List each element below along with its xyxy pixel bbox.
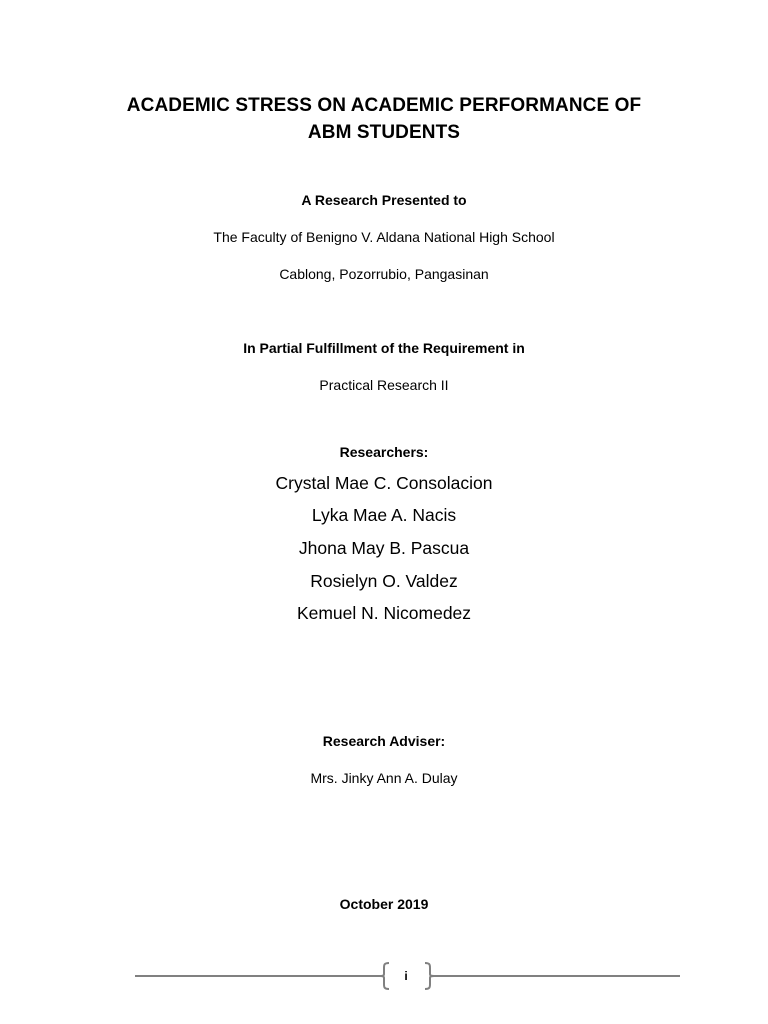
subject-line: Practical Research II [319,377,449,393]
fulfillment-heading: In Partial Fulfillment of the Requirement in [243,340,525,356]
researcher-name: Rosielyn O. Valdez [310,571,458,591]
location-line: Cablong, Pozorrubio, Pangasinan [279,266,489,282]
document-title [0,92,768,146]
footer-rule-left [135,975,382,977]
document-title-line-1: ACADEMIC STRESS ON ACADEMIC PERFORMANCE OF [126,95,642,116]
researcher-name: Jhona May B. Pascua [298,538,470,558]
page-number: i [404,969,408,983]
date-line: October 2019 [339,896,429,912]
adviser-heading: Research Adviser: [322,733,446,749]
presented-to-heading: A Research Presented to [301,192,467,208]
researcher-name: Crystal Mae C. Consolacion [275,473,493,493]
document-title-line-2: ABM STUDENTS [307,122,461,143]
faculty-line: The Faculty of Benigno V. Aldana National High School [213,229,555,245]
researchers-heading: Researchers: [339,444,429,460]
researcher-name: Lyka Mae A. Nacis [311,505,457,525]
left-bracket-icon [378,962,392,990]
footer-rule-right [432,975,680,977]
adviser-name: Mrs. Jinky Ann A. Dulay [310,770,458,786]
researcher-name: Kemuel N. Nicomedez [296,603,472,623]
